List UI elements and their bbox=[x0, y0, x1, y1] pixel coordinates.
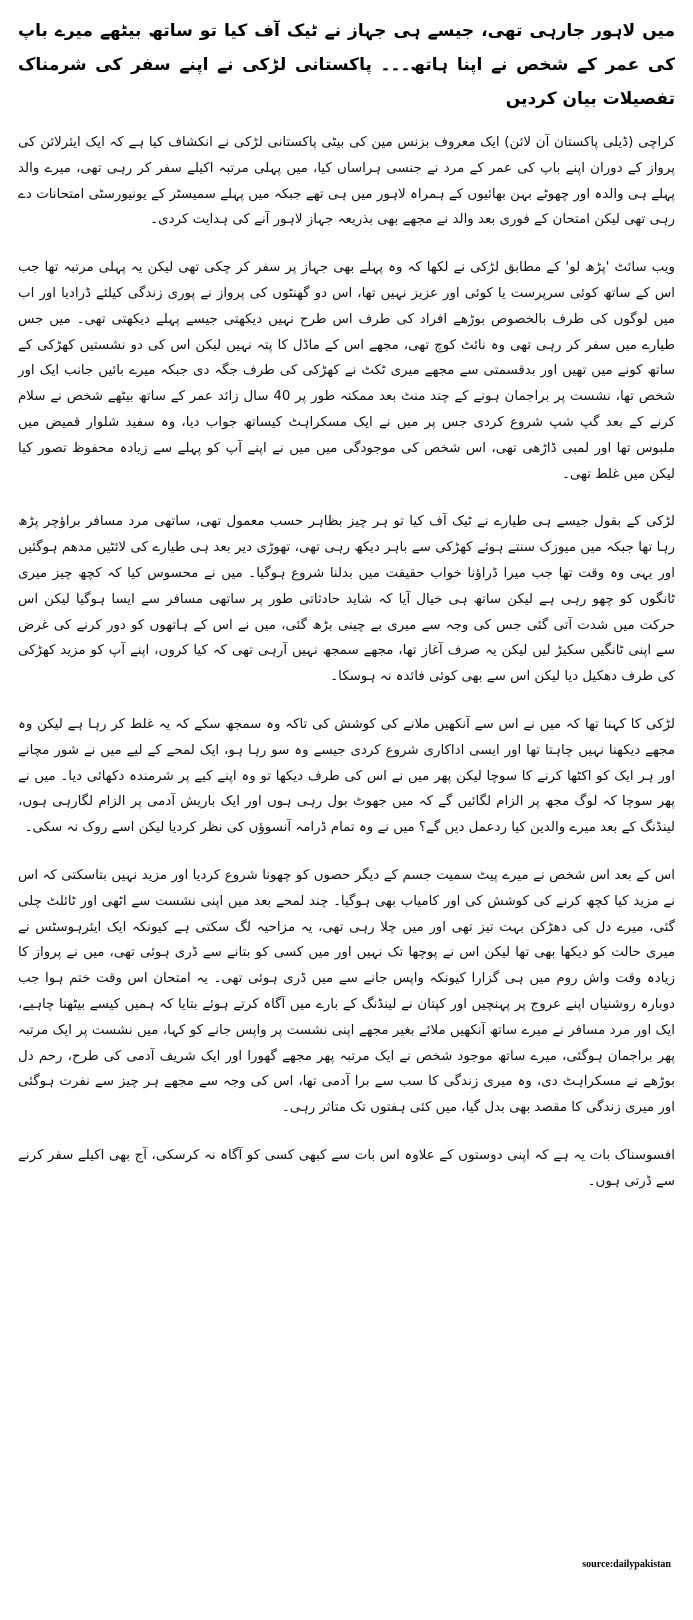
source-credit: source:dailypakistan bbox=[582, 1559, 671, 1570]
article-paragraph-2: ویب سائٹ 'پڑھ لو' کے مطابق لڑکی نے لکھا کہ وہ پہلے بھی جہاز پر سفر کر چکی تھی لیکن یہ پہلی مرتبہ تھا جب اس کے ساتھ کوئی سرپرست یا کوئی اور عزیز نہیں تھا، اس دو گھنٹوں کی پرواز نے پوری زندگی کیلئے ڈرادیا اور اب میں لوگوں کی طرف بالخصوص بوڑھے افراد کی طرف اس طرح نہیں دیکھتی جیسے پہلے دیکھتی تھی۔ میں جس طیارے میں سفر کر رہی تھی وہ نائٹ کوچ تھی، مجھے اس کے ماڈل کا پتہ نہیں لیکن اس کی دو نشستیں کھڑکی کے ساتھ کونے میں تھیں اور بدقسمتی سے مجھے میری ٹکٹ نے کھڑکی کی طرف جگہ دی جبکہ میرے بائیں جانب ایک اور شخص تھا، نشست پر براجمان ہونے کے چند منٹ بعد ممکنہ طور پر 40 سال زائد عمر کے ساتھ بیٹھے شخص نے سلام کرنے کے بعد گپ شپ شروع کردی جس پر میں نے ایک مسکراہٹ کیساتھ جواب دیا، وہ سفید شلوار قمیض میں ملبوس تھا اور لمبی ڈاڑھی تھی، اس شخص کی موجودگی میں میں نے اپنے آپ کو پہلے سے زیادہ محفوظ تصور کیا لیکن میں غلط تھی۔ bbox=[18, 260, 676, 482]
article-paragraph-6: افسوسناک بات یہ ہے کہ اپنی دوستوں کے علاوہ اس بات سے کبھی کسی کو آگاہ نہ کرسکی، آج بھی اکیلے سفر کرنے سے ڈرتی ہوں۔ bbox=[18, 1147, 675, 1189]
article-paragraph-4: لڑکی کا کہنا تھا کہ میں نے اس سے آنکھیں ملانے کی کوشش کی تاکہ وہ سمجھ سکے کہ یہ غلط کر رہا ہے لیکن وہ مجھے دیکھنا نہیں چاہتا تھا اور ایسی اداکاری شروع کردی جیسے وہ سو رہا ہو، ایک لمحے کے لیے میں نے شور مچانے اور ہر ایک کو اکٹھا کرنے کا سوچا لیکن پھر میں نے اس کی طرف دیکھا تو وہ اپنے کیے پر شرمندہ دکھائی دیا۔ میں نے پھر سوچا کہ لوگ مجھ پر الزام لگائیں گے کہ میں جھوٹ بول رہی ہوں اور ایک باریش آدمی پر الزام لگارہی ہوں، لینڈنگ کے بعد میرے والدین کیا ردعمل دیں گے؟ میں نے وہ تمام ڈرامہ آنسوؤں کی نظر کردیا لیکن اسے روک نہ سکی۔ bbox=[18, 716, 675, 836]
article-paragraph-3: لڑکی کے بقول جیسے ہی طیارے نے ٹیک آف کیا تو ہر چیز بظاہر حسب معمول تھی، ساتھی مرد مسافر براؤچر پڑھ رہا تھا جبکہ میں میوزک سنتے ہوئے کھڑکی سے باہر دیکھ رہی تھی، تھوڑی دیر بعد ہی طیارے کی لائٹیں مدھم ہوگئیں اور یہی وہ وقت تھا جب میرا ڈراؤنا خواب حقیقت میں بدلنا شروع ہوگیا۔ میں نے محسوس کیا کہ کچھ چیز میری ٹانگوں کو چھو رہی ہے لیکن ساتھ ہی خیال آیا کہ شاید حادثاتی طور پر ساتھی مسافر سے ایسا ہوگیا لیکن اس حرکت میں شدت آتی گئی جس کی وجہ سے میری بے چینی بڑھ گئی، میں نے اس کے ہاتھوں کو دور کرنے کی غرض سے اپنی ٹانگیں سکیڑ لیں لیکن یہ صرف آغاز تھا، مجھے سمجھ نہیں آرہی تھی کہ کیا کروں، اپنے آپ کو مزید کھڑکی کی طرف دھکیل دیا لیکن اس سے بھی کوئی فائدہ نہ ہوسکا۔ bbox=[18, 514, 675, 685]
article-paragraph-1: کراچی (ڈیلی پاکستان آن لائن) ایک معروف بزنس مین کی بیٹی پاکستانی لڑکی نے انکشاف کیا ہے کہ ایک ایئرلائن کی پرواز کے دوران اپنے باپ کی عمر کے مرد نے جنسی ہراساں کیا، میں پہلی مرتبہ اکیلے سفر کر رہی تھی، میرے والد پہلے ہی والدہ اور چھوٹے بہن بھائیوں کے ہمراہ لاہور میں ہی تھے جبکہ میں پہلے سمیسٹر کے یونیورسٹی امتحانات دے رہی تھی لیکن امتحان کے فوری بعد والد نے مجھے بھی بذریعہ جہاز لاہور آنے کی ہدایت کردی۔ bbox=[18, 135, 675, 228]
article-headline: میں لاہور جارہی تھی، جیسے ہی جہاز نے ٹیک آف کیا تو ساتھ بیٹھے میرے باپ کی عمر کے شخص نے اپنا ہاتھ۔۔۔ پاکستانی لڑکی نے اپنے سفر کی شرمناک تفصیلات بیان کردیں bbox=[18, 21, 675, 109]
article-paragraph-5: اس کے بعد اس شخص نے میرے پیٹ سمیت جسم کے دیگر حصوں کو چھونا شروع کردیا اور مزید نہیں بتاسکتی کہ اس نے مزید کیا کچھ کرنے کی کوشش کی اور کامیاب بھی ہوگیا۔ چند لمحے بعد میں اپنی نشست سے اٹھی اور ٹائلٹ چلی گئی، میرے دل کی دھڑکن بہت تیز تھی اور میں چلا رہی تھی، یہ مزاحیہ لگ سکتی ہے کیونکہ ایک ایئرہوسٹس نے میری حالت کو دیکھا بھی تھا لیکن اس نے پوچھا تک نہیں اور میں کسی کو بتانے سے ڈری ہوئی تھی، میں نے پرواز کا زیادہ وقت واش روم میں ہی گزارا کیونکہ واپس جانے سے میں ڈری ہوئی تھی۔ یہ امتحان اس وقت ختم ہوا جب دوبارہ روشنیاں اپنے عروج پر پہنچیں اور کپتان نے لینڈنگ کے بارے میں آگاہ کرتے ہوئے بتایا کہ ہمیں کیسے بیٹھنا چاہیے، ایک اور مرد مسافر نے میرے ساتھ آنکھیں ملائے بغیر مجھے اپنی نشست پر واپس جانے کو کہا، میں نشست پر ایک مرتبہ پھر براجمان ہوگئی، میرے ساتھ موجود شخص نے ایک مرتبہ پھر مجھے گھورا اور ایک شریف آدمی کی طرح، رحم دل بوڑھے نے مسکراہٹ دی، وہ میری زندگی کا سب سے برا آدمی تھا، اس کی وجہ سے مجھے ہر چیز سے نفرت ہوگئی اور میری زندگی کا مقصد بھی بدل گیا، میں کئی ہفتوں تک متاثر رہی۔ bbox=[18, 867, 675, 1116]
news-article bbox=[18, 14, 675, 1216]
